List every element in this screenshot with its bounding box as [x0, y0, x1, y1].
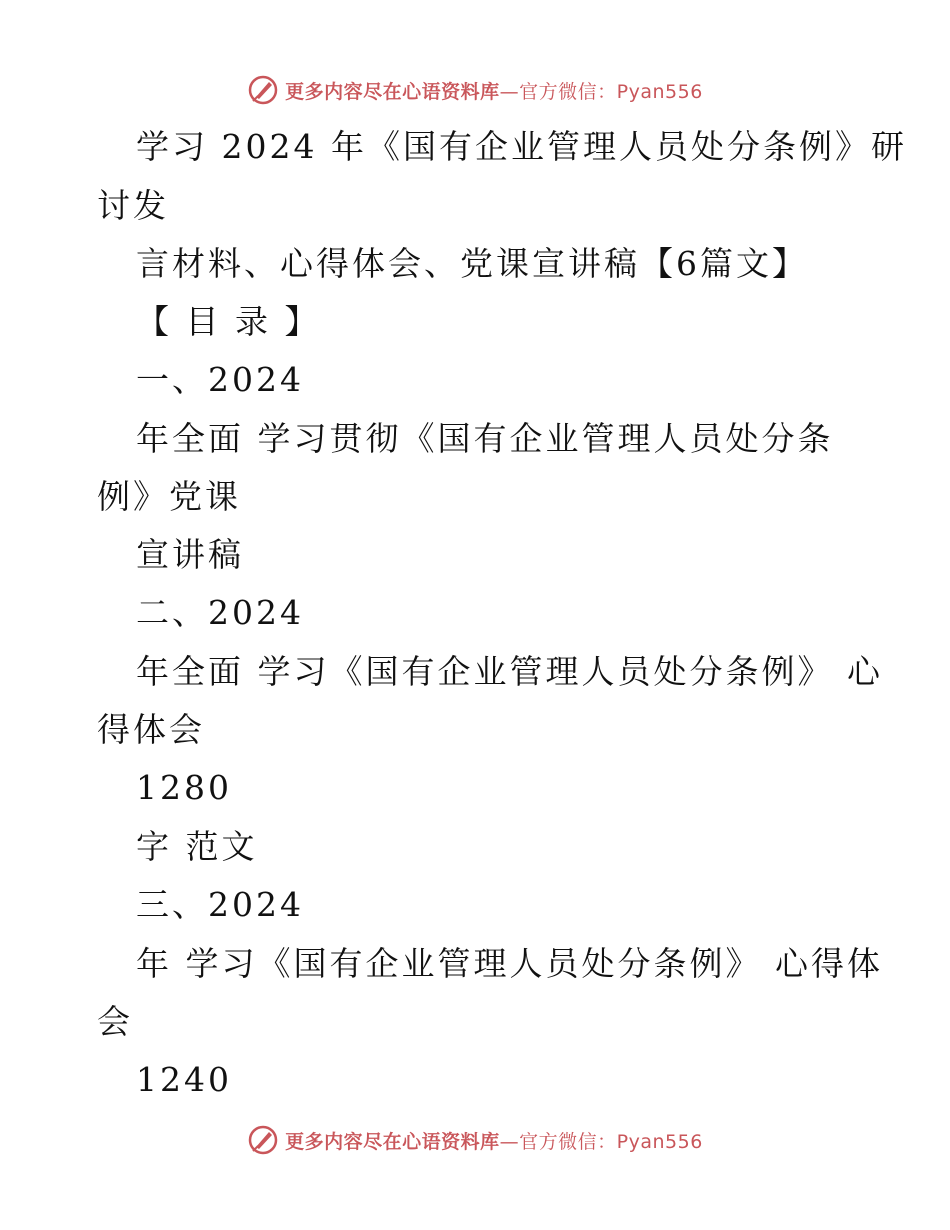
- quill-logo-icon: [247, 74, 279, 106]
- banner-text: [285, 77, 703, 104]
- toc-item-1-line-1: 年全面 学习贯彻《国有企业管理人员处分条: [136, 419, 834, 458]
- banner-dash: —: [499, 80, 520, 103]
- toc-item-2-number: 二、2024: [136, 593, 304, 632]
- footer-watermark-banner: [0, 1120, 950, 1160]
- title-line-2: 讨发: [97, 186, 169, 225]
- banner-lead: 更多内容尽在心语资料库: [285, 80, 500, 103]
- toc-item-2-line-2: 得体会: [97, 710, 205, 749]
- toc-item-3-line-3: 1240: [136, 1060, 232, 1099]
- header-watermark-banner: [0, 70, 950, 110]
- quill-logo-icon: [247, 1124, 279, 1156]
- banner-dash: —: [499, 1130, 520, 1153]
- toc-item-3-line-1: 年 学习《国有企业管理人员处分条例》 心得体: [136, 944, 883, 983]
- banner-wechat: 官方微信：Pyan556: [519, 1130, 703, 1153]
- toc-item-2-line-3: 1280: [136, 768, 232, 807]
- toc-item-1-line-2: 例》党课: [97, 477, 241, 516]
- toc-item-2-line-1: 年全面 学习《国有企业管理人员处分条例》 心: [136, 652, 883, 691]
- banner-lead: 更多内容尽在心语资料库: [285, 1130, 500, 1153]
- toc-item-2-line-4: 字 范文: [136, 827, 258, 866]
- banner-wechat: 官方微信：Pyan556: [519, 80, 703, 103]
- banner-text: [285, 1127, 703, 1154]
- title-line-3: 言材料、心得体会、党课宣讲稿【6篇文】: [136, 244, 808, 283]
- toc-heading: 【 目 录 】: [136, 302, 321, 341]
- toc-item-1-number: 一、2024: [136, 360, 304, 399]
- toc-item-1-line-3: 宣讲稿: [136, 535, 244, 574]
- toc-item-3-line-2: 会: [97, 1002, 133, 1041]
- toc-item-3-number: 三、2024: [136, 885, 304, 924]
- title-line-1: 学习 2024 年《国有企业管理人员处分条例》研: [136, 127, 907, 166]
